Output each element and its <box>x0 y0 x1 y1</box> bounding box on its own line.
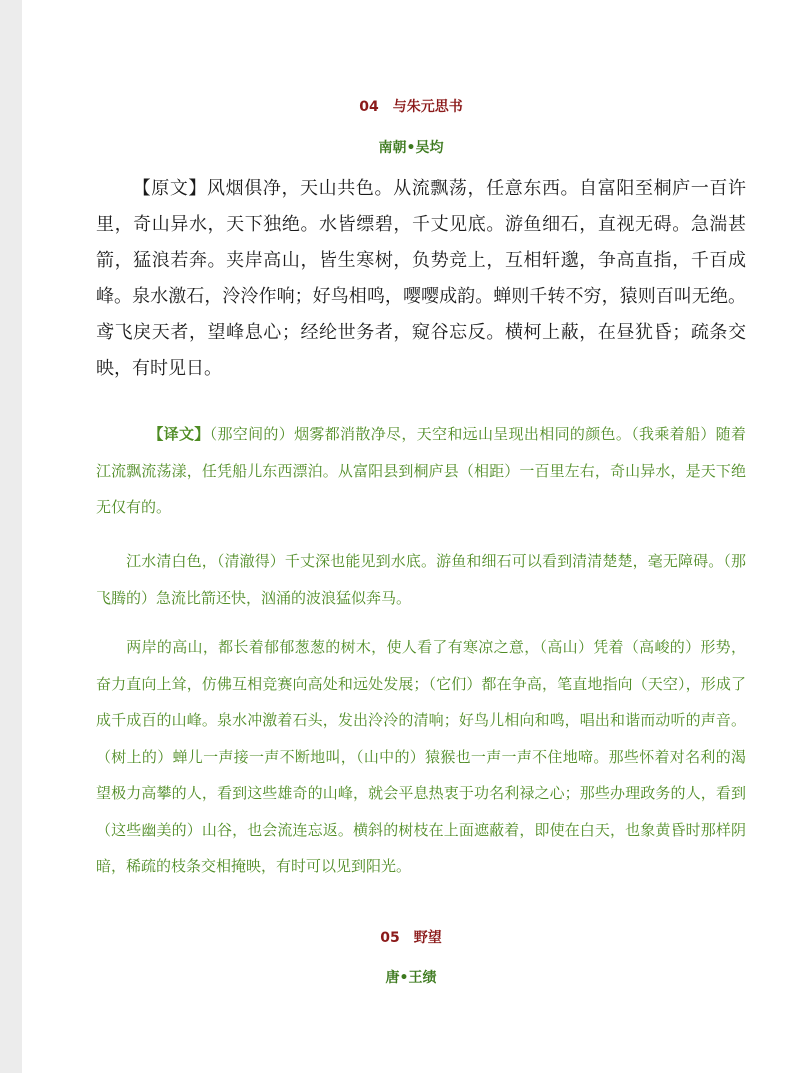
original-text: 风烟俱净，天山共色。从流飘荡，任意东西。自富阳至桐庐一百许里，奇山异水，天下独绝。水皆缥碧，千丈见底。游鱼细石，直视无碍。急湍甚箭，猛浪若奔。夹岸高山，皆生寒树，负势竞上，互相轩邈，争高直指，千百成峰。泉水激石，泠泠作响；好鸟相鸣，嘤嘤成韵。蝉则千转不穷，猿则百叫无绝。鸢飞戾天者，望峰息心；经纶世务者，窥谷忘反。横柯上蔽，在昼犹昏；疏条交映，有时见日。 <box>96 178 746 379</box>
translation-text-1: （那空间的）烟雾都消散净尽，天空和远山呈现出相同的颜色。（我乘着船）随着江流飘流荡漾，任凭船儿东西漂泊。从富阳县到桐庐县（相距）一百里左右，奇山异水，是天下绝无仅有的。 <box>96 425 746 516</box>
translation-paragraph-1 <box>96 416 746 526</box>
translation-text-2: 江水清白色，（清澈得）千丈深也能见到水底。游鱼和细石可以看到清清楚楚，毫无障碍。（那飞腾的）急流比箭还快，汹涌的波浪猛似奔马。 <box>96 552 746 607</box>
document-page <box>22 0 800 1073</box>
section-author: 南朝•吴均 <box>378 140 444 156</box>
original-tag: 【原文】 <box>132 178 208 199</box>
section-title: 05 野望 <box>380 930 442 946</box>
section-author: 唐•王绩 <box>385 970 437 986</box>
translation-text-3: 两岸的高山，都长着郁郁葱葱的树木，使人看了有寒凉之意，（高山）凭着（高峻的）形势，奋力直向上耸，仿佛互相竞赛向高处和远处发展；（它们）都在争高，笔直地指向（天空），形成了成千成百的山峰。泉水冲激着石头，发出泠泠的清响；好鸟儿相向和鸣，唱出和谐而动听的声音。（树上的）蝉儿一声接一声不断地叫，（山中的）猿猴也一声一声不住地啼。那些怀着对名利的渴望极力高攀的人，看到这些雄奇的山峰，就会平息热衷于功名利禄之心；那些办理政务的人，看到（这些幽美的）山谷，也会流连忘返。横斜的树枝在上面遮蔽着，即使在白天，也象黄昏时那样阴暗，稀疏的枝条交相掩映，有时可以见到阳光。 <box>96 638 746 875</box>
translation-paragraph-2 <box>96 543 746 616</box>
original-text-paragraph <box>96 171 746 387</box>
left-margin-strip <box>0 0 22 1073</box>
translation-tag: 【译文】 <box>148 425 210 443</box>
translation-paragraph-3 <box>96 629 746 885</box>
section-title: 04 与朱元思书 <box>359 99 463 115</box>
